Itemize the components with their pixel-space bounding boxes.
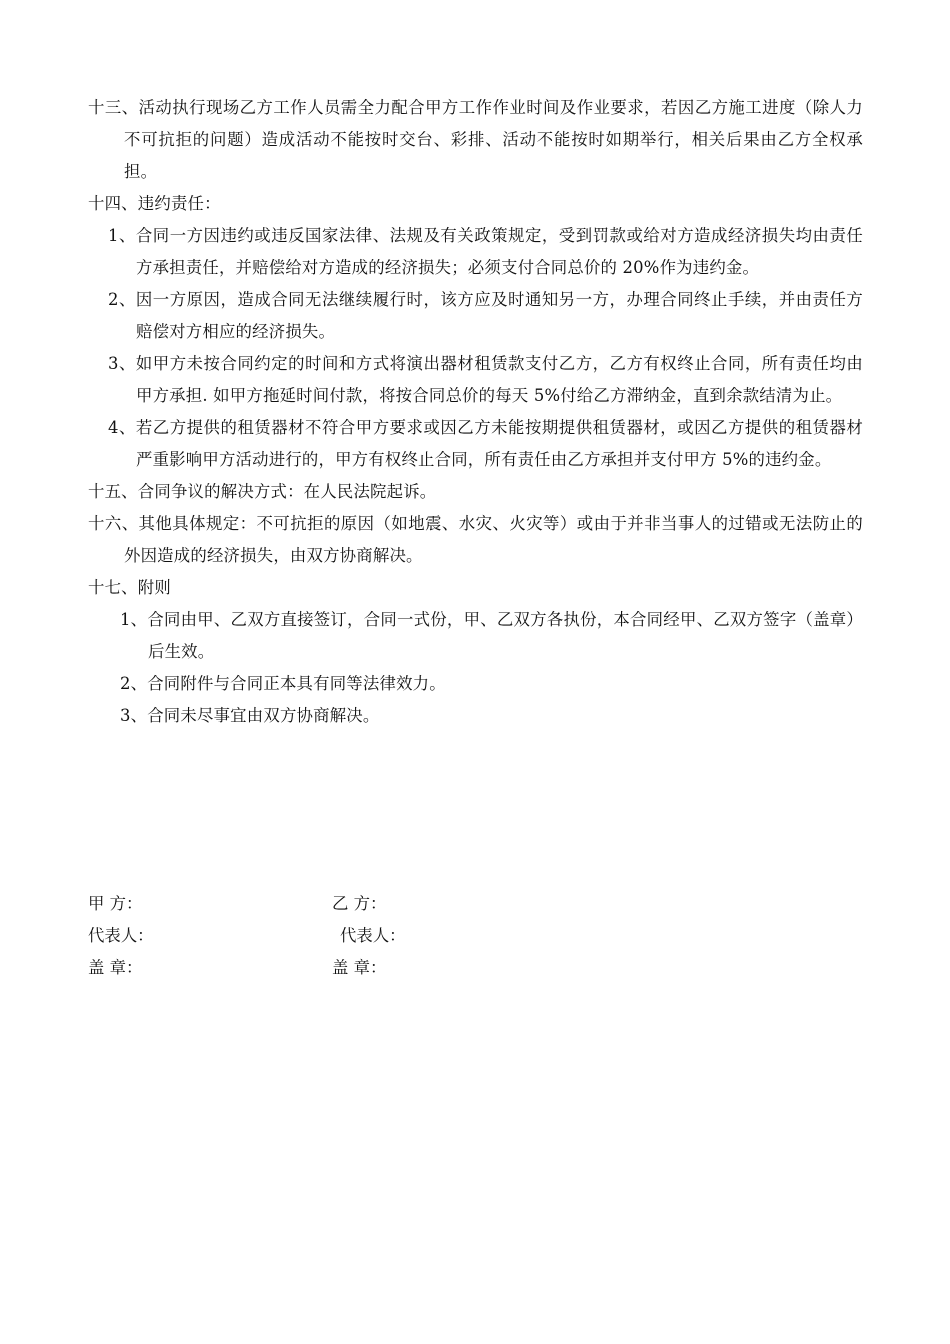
clause-17-item-1: 1、合同由甲、乙双方直接签订，合同一式份，甲、乙双方各执份，本合同经甲、乙双方签字（盖章）后生效。 (120, 610, 863, 661)
signature-row-seal (88, 952, 788, 984)
clause-14-item-1: 1、合同一方因违约或违反国家法律、法规及有关政策规定，受到罚款或给对方造成经济损失均由责任方承担责任，并赔偿给对方造成的经济损失；必须支付合同总价的 20%作为违约金。 (108, 226, 863, 277)
clause-15: 十五、合同争议的解决方式：在人民法院起诉。 (88, 482, 437, 501)
clause-17-heading: 十七、附则 (88, 578, 171, 597)
seal-a-label: 盖 章： (88, 958, 143, 977)
seal-b-label: 盖 章： (332, 958, 387, 977)
clause-14-item-2: 2、因一方原因，造成合同无法继续履行时，该方应及时通知另一方，办理合同终止手续，并由责任方赔偿对方相应的经济损失。 (108, 290, 863, 341)
clause-17-item-2: 2、合同附件与合同正本具有同等法律效力。 (120, 674, 446, 693)
clause-14-item-4: 4、若乙方提供的租赁器材不符合甲方要求或因乙方未能按期提供租赁器材，或因乙方提供的租赁器材严重影响甲方活动进行的，甲方有权终止合同，所有责任由乙方承担并支付甲方 5%的违约金。 (108, 418, 863, 469)
signature-block (88, 888, 788, 984)
contract-body (88, 92, 863, 732)
signature-row-representative (88, 920, 788, 952)
clause-13: 十三、活动执行现场乙方工作人员需全力配合甲方工作作业时间及作业要求，若因乙方施工进度（除人力不可抗拒的问题）造成活动不能按时交台、彩排、活动不能按时如期举行，相关后果由乙方全权承担。 (88, 98, 863, 181)
clause-14-item-3: 3、如甲方未按合同约定的时间和方式将演出器材租赁款支付乙方，乙方有权终止合同，所有责任均由甲方承担. 如甲方拖延时间付款，将按合同总价的每天 5%付给乙方滞纳金，直到余款结清为止。 (108, 354, 863, 405)
party-a-label: 甲 方： (88, 894, 143, 913)
party-b-label: 乙 方： (332, 894, 387, 913)
clause-16: 十六、其他具体规定：不可抗拒的原因（如地震、水灾、火灾等）或由于并非当事人的过错或无法防止的外因造成的经济损失，由双方协商解决。 (88, 514, 863, 565)
representative-b-label: 代表人： (340, 926, 406, 945)
clause-17-item-3: 3、合同未尽事宜由双方协商解决。 (120, 706, 380, 725)
signature-row-party (88, 888, 788, 920)
representative-a-label: 代表人： (88, 926, 154, 945)
clause-14-heading: 十四、违约责任： (88, 194, 221, 213)
